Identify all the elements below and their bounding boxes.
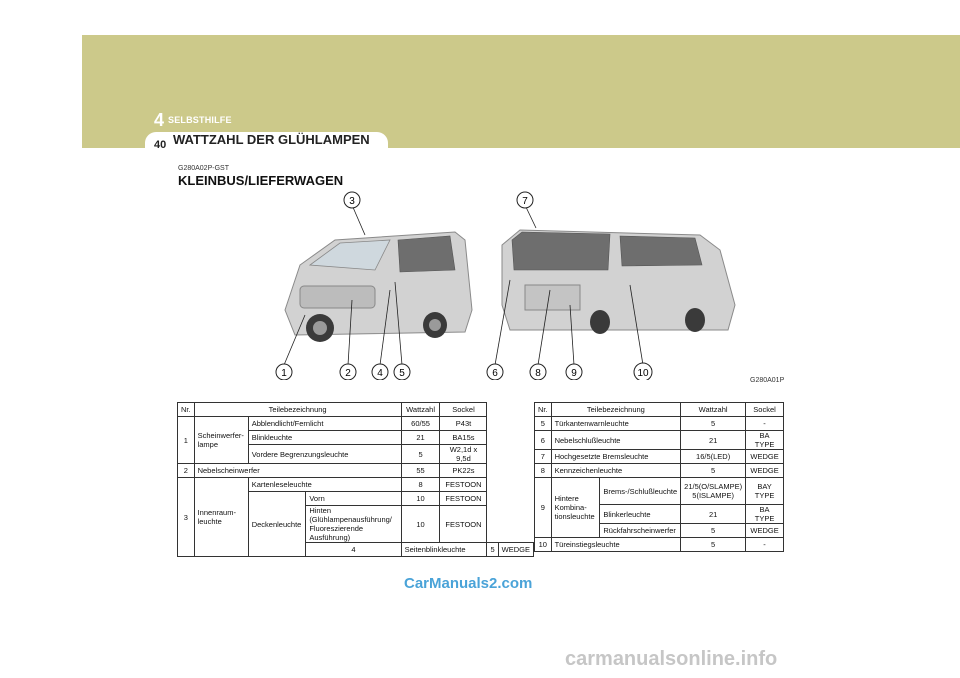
row-nr: 9: [535, 478, 552, 538]
row-socket: FESTOON: [440, 478, 487, 492]
table-row: [535, 538, 784, 552]
row-part: Vordere Begrenzungsleuchte: [248, 445, 401, 464]
row-socket: BAY TYPE: [746, 478, 784, 505]
row-socket: FESTOON: [440, 492, 487, 506]
svg-text:1: 1: [281, 368, 287, 379]
row-part: Blinkerleuchte: [600, 505, 681, 524]
document-code: G280A02P-GST: [178, 165, 229, 172]
row-socket: BA TYPE: [746, 431, 784, 450]
vehicle-illustration: [240, 190, 780, 380]
bulb-table-right: [534, 402, 784, 552]
chapter-title: SELBSTHILFE: [168, 115, 232, 125]
callout-1: [276, 364, 292, 380]
row-socket: WEDGE: [746, 524, 784, 538]
row-watt: 5: [681, 417, 746, 431]
svg-text:7: 7: [522, 196, 528, 207]
header-nr: Nr.: [535, 403, 552, 417]
row-socket: WEDGE: [746, 464, 784, 478]
row-nr: 6: [535, 431, 552, 450]
row-watt: 5: [487, 543, 498, 557]
row-part: Rückfahrscheinwerfer: [600, 524, 681, 538]
callout-10: [634, 363, 652, 380]
callout-7: [517, 192, 533, 208]
header-watt: Wattzahl: [681, 403, 746, 417]
row-part: Kartenleseleuchte: [248, 478, 401, 492]
row-watt: 5: [681, 524, 746, 538]
table-row: [535, 417, 784, 431]
row-part: Brems-/Schlußleuchte: [600, 478, 681, 505]
table-row: [178, 417, 534, 431]
row-part: Blinkleuchte: [248, 431, 401, 445]
row-part: Nebelscheinwerfer: [194, 464, 401, 478]
row-part: Türeinstiegsleuchte: [551, 538, 681, 552]
row-watt: 21/5(O/SLAMPE) 5(ISLAMPE): [681, 478, 746, 505]
row-nr: 4: [306, 543, 401, 557]
row-watt: 55: [401, 464, 440, 478]
row-socket: -: [746, 538, 784, 552]
callout-3: [344, 192, 360, 208]
row-group: Hintere Kombina- tionsleuchte: [551, 478, 600, 538]
row-socket: W2,1d x 9,5d: [440, 445, 487, 464]
watermark-link[interactable]: CarManuals2.com: [404, 575, 533, 592]
callout-4: [372, 364, 388, 380]
row-socket: -: [746, 417, 784, 431]
rear-van-image: [502, 230, 735, 334]
row-part: Seitenblinkleuchte: [401, 543, 487, 557]
svg-text:8: 8: [535, 368, 541, 379]
callout-8: [530, 364, 546, 380]
row-subgroup: Deckenleuchte: [248, 492, 306, 557]
header-part: Teilebezeichnung: [194, 403, 401, 417]
svg-text:2: 2: [345, 368, 351, 379]
page-number: 40: [154, 139, 167, 151]
svg-text:9: 9: [571, 368, 577, 379]
table-header: [535, 403, 784, 417]
row-group: Scheinwerfer- lampe: [194, 417, 248, 464]
row-watt: 21: [681, 431, 746, 450]
callout-9: [566, 364, 582, 380]
row-group: Innenraum- leuchte: [194, 478, 248, 557]
row-watt: 21: [681, 505, 746, 524]
row-part: Abblendlicht/Fernlicht: [248, 417, 401, 431]
table-row: [535, 464, 784, 478]
row-watt: 5: [681, 538, 746, 552]
row-part: Hochgesetzte Bremsleuchte: [551, 450, 681, 464]
row-part: Kennzeichenleuchte: [551, 464, 681, 478]
row-watt: 10: [401, 492, 440, 506]
row-socket: FESTOON: [440, 506, 487, 543]
row-watt: 10: [401, 506, 440, 543]
row-socket: WEDGE: [498, 543, 533, 557]
chapter-number: 4: [154, 110, 165, 130]
watermark-footer: carmanualsonline.info: [565, 648, 778, 670]
table-row: [178, 478, 534, 492]
svg-text:4: 4: [377, 368, 383, 379]
header-socket: Sockel: [746, 403, 784, 417]
front-van-image: [285, 232, 472, 342]
document-title: KLEINBUS/LIEFERWAGEN: [178, 173, 344, 188]
section-title: WATTZAHL DER GLÜHLAMPEN: [173, 132, 370, 147]
callout-5: [394, 364, 410, 380]
row-nr: 8: [535, 464, 552, 478]
row-part: Vorn: [306, 492, 401, 506]
row-watt: 21: [401, 431, 440, 445]
image-code: G280A01P: [750, 377, 785, 384]
table-row: [535, 431, 784, 450]
row-socket: P43t: [440, 417, 487, 431]
row-nr: 5: [535, 417, 552, 431]
svg-text:5: 5: [399, 368, 405, 379]
table-row: [535, 450, 784, 464]
callout-6: [487, 364, 503, 380]
row-nr: 10: [535, 538, 552, 552]
row-watt: 60/55: [401, 417, 440, 431]
row-watt: 5: [681, 464, 746, 478]
row-part: Türkantenwarnleuchte: [551, 417, 681, 431]
table-row: [535, 478, 784, 505]
row-watt: 8: [401, 478, 440, 492]
row-nr: 2: [178, 464, 195, 478]
row-watt: 5: [401, 445, 440, 464]
row-part: Hinten (Glühlampenausführung/ Fluoreszierende Ausführung): [306, 506, 401, 543]
row-socket: BA TYPE: [746, 505, 784, 524]
bulb-table-left: [177, 402, 534, 557]
header-socket: Sockel: [440, 403, 487, 417]
row-part: Nebelschlußleuchte: [551, 431, 681, 450]
header-part: Teilebezeichnung: [551, 403, 681, 417]
row-nr: 3: [178, 478, 195, 557]
callout-2: [340, 364, 356, 380]
row-nr: 7: [535, 450, 552, 464]
row-socket: WEDGE: [746, 450, 784, 464]
table-header: [178, 403, 534, 417]
svg-text:3: 3: [349, 196, 355, 207]
row-watt: 16/5(LED): [681, 450, 746, 464]
header-watt: Wattzahl: [401, 403, 440, 417]
svg-text:6: 6: [492, 368, 498, 379]
header-nr: Nr.: [178, 403, 195, 417]
row-socket: BA15s: [440, 431, 487, 445]
table-row: [178, 464, 534, 478]
row-nr: 1: [178, 417, 195, 464]
svg-text:10: 10: [637, 368, 649, 379]
row-socket: PK22s: [440, 464, 487, 478]
